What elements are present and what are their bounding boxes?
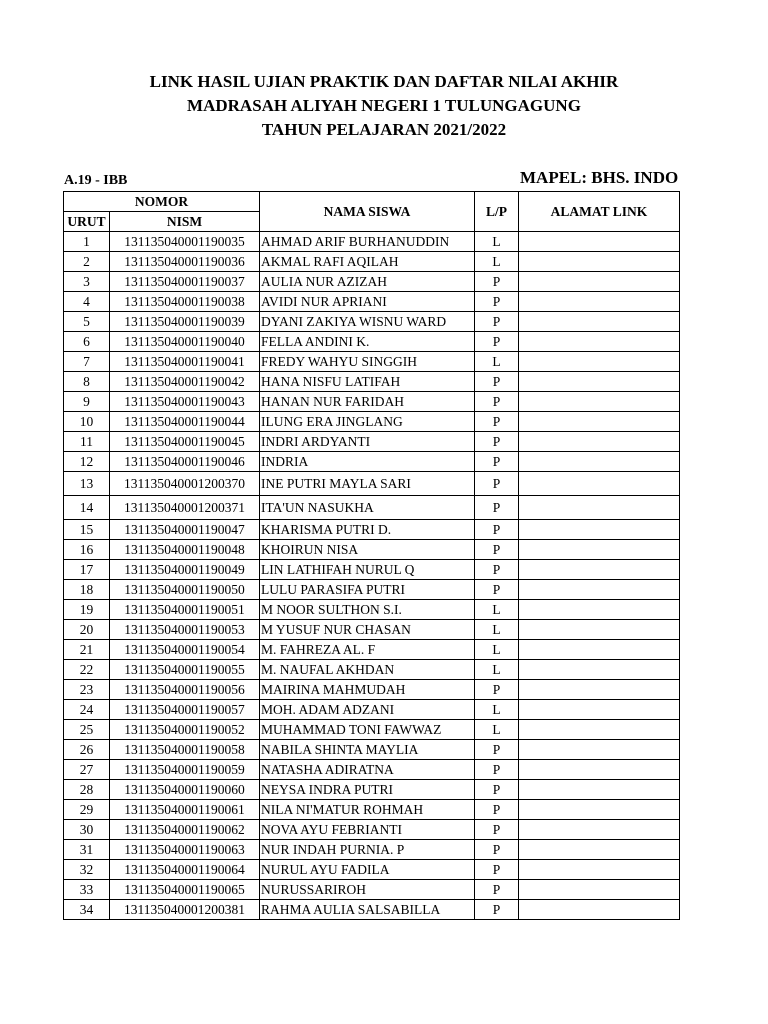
table-row xyxy=(64,720,680,740)
row-link xyxy=(519,820,680,840)
row-link xyxy=(519,640,680,660)
row-urut: 27 xyxy=(64,760,110,780)
row-lp: L xyxy=(475,620,519,640)
row-urut: 12 xyxy=(64,452,110,472)
table-row xyxy=(64,496,680,520)
table-row xyxy=(64,880,680,900)
row-urut: 15 xyxy=(64,520,110,540)
table-row xyxy=(64,700,680,720)
row-lp: L xyxy=(475,352,519,372)
row-nism: 131135040001190051 xyxy=(110,600,260,620)
row-link xyxy=(519,760,680,780)
row-nama: NOVA AYU FEBRIANTI xyxy=(260,820,475,840)
row-link xyxy=(519,372,680,392)
row-lp: P xyxy=(475,292,519,312)
row-lp: L xyxy=(475,640,519,660)
row-link xyxy=(519,560,680,580)
row-nism: 131135040001190049 xyxy=(110,560,260,580)
row-nama: AKMAL RAFI AQILAH xyxy=(260,252,475,272)
row-urut: 24 xyxy=(64,700,110,720)
row-lp: L xyxy=(475,600,519,620)
row-lp: L xyxy=(475,660,519,680)
row-lp: P xyxy=(475,452,519,472)
column-header-nama: NAMA SISWA xyxy=(260,192,475,232)
row-nama: M. NAUFAL AKHDAN xyxy=(260,660,475,680)
row-nism: 131135040001190038 xyxy=(110,292,260,312)
row-link xyxy=(519,272,680,292)
row-lp: P xyxy=(475,412,519,432)
row-nama: M NOOR SULTHON S.I. xyxy=(260,600,475,620)
row-link xyxy=(519,680,680,700)
header-title-line3: TAHUN PELAJARAN 2021/2022 xyxy=(261,120,507,139)
row-link xyxy=(519,900,680,920)
table-row xyxy=(64,232,680,252)
table-row xyxy=(64,312,680,332)
row-link xyxy=(519,432,680,452)
row-lp: P xyxy=(475,800,519,820)
row-link xyxy=(519,496,680,520)
row-lp: P xyxy=(475,680,519,700)
row-link xyxy=(519,292,680,312)
row-nism: 131135040001190050 xyxy=(110,580,260,600)
row-lp: L xyxy=(475,700,519,720)
row-nism: 131135040001190039 xyxy=(110,312,260,332)
table-row xyxy=(64,780,680,800)
row-nism: 131135040001190040 xyxy=(110,332,260,352)
row-urut: 25 xyxy=(64,720,110,740)
table-row xyxy=(64,452,680,472)
row-lp: P xyxy=(475,432,519,452)
row-nism: 131135040001190037 xyxy=(110,272,260,292)
table-body xyxy=(64,232,680,920)
table-row xyxy=(64,740,680,760)
row-nama: RAHMA AULIA SALSABILLA xyxy=(260,900,475,920)
row-nama: M. FAHREZA AL. F xyxy=(260,640,475,660)
row-link xyxy=(519,452,680,472)
row-lp: P xyxy=(475,900,519,920)
row-nism: 131135040001190044 xyxy=(110,412,260,432)
row-nism: 131135040001190059 xyxy=(110,760,260,780)
row-nama: KHARISMA PUTRI D. xyxy=(260,520,475,540)
row-link xyxy=(519,840,680,860)
row-nism: 131135040001200370 xyxy=(110,472,260,496)
row-nism: 131135040001190045 xyxy=(110,432,260,452)
row-link xyxy=(519,412,680,432)
subject-label: MAPEL: BHS. INDO xyxy=(520,168,679,187)
row-lp: P xyxy=(475,860,519,880)
row-nism: 131135040001190057 xyxy=(110,700,260,720)
table-row xyxy=(64,520,680,540)
row-lp: L xyxy=(475,232,519,252)
table-row xyxy=(64,472,680,496)
row-nama: LIN LATHIFAH NURUL Q xyxy=(260,560,475,580)
table-row xyxy=(64,640,680,660)
row-nama: MOH. ADAM ADZANI xyxy=(260,700,475,720)
row-lp: P xyxy=(475,272,519,292)
row-lp: P xyxy=(475,560,519,580)
row-lp: P xyxy=(475,740,519,760)
row-nama: NILA NI'MATUR ROHMAH xyxy=(260,800,475,820)
row-nism: 131135040001190048 xyxy=(110,540,260,560)
table-row xyxy=(64,412,680,432)
row-urut: 13 xyxy=(64,472,110,496)
row-urut: 22 xyxy=(64,660,110,680)
row-link xyxy=(519,620,680,640)
row-urut: 31 xyxy=(64,840,110,860)
row-urut: 19 xyxy=(64,600,110,620)
row-lp: P xyxy=(475,472,519,496)
row-nism: 131135040001190036 xyxy=(110,252,260,272)
row-link xyxy=(519,800,680,820)
row-link xyxy=(519,700,680,720)
row-nism: 131135040001190061 xyxy=(110,800,260,820)
row-link xyxy=(519,520,680,540)
row-nama: KHOIRUN NISA xyxy=(260,540,475,560)
row-urut: 6 xyxy=(64,332,110,352)
row-urut: 8 xyxy=(64,372,110,392)
row-nism: 131135040001190064 xyxy=(110,860,260,880)
table-row xyxy=(64,840,680,860)
column-header-urut: URUT xyxy=(64,212,110,232)
table-row xyxy=(64,620,680,640)
row-link xyxy=(519,332,680,352)
row-link xyxy=(519,780,680,800)
row-nism: 131135040001190043 xyxy=(110,392,260,412)
row-link xyxy=(519,352,680,372)
row-lp: P xyxy=(475,392,519,412)
student-table xyxy=(63,191,680,920)
row-link xyxy=(519,720,680,740)
row-nism: 131135040001200381 xyxy=(110,900,260,920)
row-nism: 131135040001190054 xyxy=(110,640,260,660)
row-nama: NUR INDAH PURNIA. P xyxy=(260,840,475,860)
row-urut: 33 xyxy=(64,880,110,900)
table-row xyxy=(64,272,680,292)
row-nism: 131135040001190063 xyxy=(110,840,260,860)
table-row xyxy=(64,800,680,820)
table-row xyxy=(64,332,680,352)
row-link xyxy=(519,232,680,252)
column-header-nomor: NOMOR xyxy=(64,192,260,212)
table-row xyxy=(64,252,680,272)
row-link xyxy=(519,312,680,332)
row-urut: 21 xyxy=(64,640,110,660)
row-nama: HANA NISFU LATIFAH xyxy=(260,372,475,392)
row-lp: P xyxy=(475,312,519,332)
row-link xyxy=(519,740,680,760)
header-title-line1: LINK HASIL UJIAN PRAKTIK DAN DAFTAR NILAI AKHIR xyxy=(149,72,619,91)
row-nism: 131135040001190058 xyxy=(110,740,260,760)
row-nama: INDRIA xyxy=(260,452,475,472)
table-row xyxy=(64,900,680,920)
row-nism: 131135040001190035 xyxy=(110,232,260,252)
row-link xyxy=(519,600,680,620)
row-link xyxy=(519,540,680,560)
row-lp: P xyxy=(475,580,519,600)
row-nama: INDRI ARDYANTI xyxy=(260,432,475,452)
row-nama: MAIRINA MAHMUDAH xyxy=(260,680,475,700)
table-row xyxy=(64,432,680,452)
row-urut: 14 xyxy=(64,496,110,520)
row-lp: L xyxy=(475,720,519,740)
row-nama: NURUL AYU FADILA xyxy=(260,860,475,880)
row-nama: HANAN NUR FARIDAH xyxy=(260,392,475,412)
row-nama: FELLA ANDINI K. xyxy=(260,332,475,352)
row-urut: 26 xyxy=(64,740,110,760)
row-nism: 131135040001190056 xyxy=(110,680,260,700)
row-lp: P xyxy=(475,520,519,540)
row-lp: P xyxy=(475,332,519,352)
row-urut: 23 xyxy=(64,680,110,700)
row-urut: 7 xyxy=(64,352,110,372)
row-nama: INE PUTRI MAYLA SARI xyxy=(260,472,475,496)
table-row xyxy=(64,392,680,412)
row-urut: 29 xyxy=(64,800,110,820)
row-nama: NEYSA INDRA PUTRI xyxy=(260,780,475,800)
row-urut: 3 xyxy=(64,272,110,292)
row-nama: AULIA NUR AZIZAH xyxy=(260,272,475,292)
table-row xyxy=(64,580,680,600)
column-header-link: ALAMAT LINK xyxy=(519,192,680,232)
row-nism: 131135040001190042 xyxy=(110,372,260,392)
table-row xyxy=(64,372,680,392)
row-nama: NABILA SHINTA MAYLIA xyxy=(260,740,475,760)
column-header-nism: NISM xyxy=(110,212,260,232)
row-nama: AHMAD ARIF BURHANUDDIN xyxy=(260,232,475,252)
row-nism: 131135040001190060 xyxy=(110,780,260,800)
table-row xyxy=(64,600,680,620)
row-nama: NURUSSARIROH xyxy=(260,880,475,900)
row-nama: DYANI ZAKIYA WISNU WARD xyxy=(260,312,475,332)
table-row xyxy=(64,352,680,372)
row-lp: P xyxy=(475,880,519,900)
row-nism: 131135040001190052 xyxy=(110,720,260,740)
class-label: A.19 - IBB xyxy=(64,173,128,188)
row-lp: P xyxy=(475,840,519,860)
row-nism: 131135040001190062 xyxy=(110,820,260,840)
table-row xyxy=(64,540,680,560)
table-row xyxy=(64,660,680,680)
row-lp: P xyxy=(475,372,519,392)
row-nama: LULU PARASIFA PUTRI xyxy=(260,580,475,600)
row-urut: 9 xyxy=(64,392,110,412)
row-nama: M YUSUF NUR CHASAN xyxy=(260,620,475,640)
row-nama: AVIDI NUR APRIANI xyxy=(260,292,475,312)
table-row xyxy=(64,560,680,580)
row-lp: L xyxy=(475,252,519,272)
table-row xyxy=(64,680,680,700)
row-link xyxy=(519,392,680,412)
row-nism: 131135040001190047 xyxy=(110,520,260,540)
document-header xyxy=(0,70,768,142)
row-link xyxy=(519,252,680,272)
row-nama: ILUNG ERA JINGLANG xyxy=(260,412,475,432)
row-urut: 4 xyxy=(64,292,110,312)
row-lp: P xyxy=(475,780,519,800)
row-urut: 1 xyxy=(64,232,110,252)
row-lp: P xyxy=(475,540,519,560)
table-row xyxy=(64,292,680,312)
row-nism: 131135040001190046 xyxy=(110,452,260,472)
row-urut: 28 xyxy=(64,780,110,800)
row-nism: 131135040001190053 xyxy=(110,620,260,640)
column-header-lp: L/P xyxy=(475,192,519,232)
row-link xyxy=(519,660,680,680)
row-link xyxy=(519,860,680,880)
row-urut: 30 xyxy=(64,820,110,840)
row-lp: P xyxy=(475,820,519,840)
row-link xyxy=(519,880,680,900)
row-urut: 20 xyxy=(64,620,110,640)
row-link xyxy=(519,580,680,600)
row-urut: 10 xyxy=(64,412,110,432)
header-title-line2: MADRASAH ALIYAH NEGERI 1 TULUNGAGUNG xyxy=(187,96,581,115)
row-nama: FREDY WAHYU SINGGIH xyxy=(260,352,475,372)
row-nama: ITA'UN NASUKHA xyxy=(260,496,475,520)
row-urut: 34 xyxy=(64,900,110,920)
row-lp: P xyxy=(475,496,519,520)
row-nism: 131135040001190055 xyxy=(110,660,260,680)
row-urut: 5 xyxy=(64,312,110,332)
row-urut: 32 xyxy=(64,860,110,880)
row-nism: 131135040001190041 xyxy=(110,352,260,372)
row-nism: 131135040001200371 xyxy=(110,496,260,520)
row-urut: 11 xyxy=(64,432,110,452)
row-nism: 131135040001190065 xyxy=(110,880,260,900)
row-urut: 17 xyxy=(64,560,110,580)
row-urut: 16 xyxy=(64,540,110,560)
table-row xyxy=(64,820,680,840)
row-urut: 2 xyxy=(64,252,110,272)
table-row xyxy=(64,760,680,780)
row-nama: NATASHA ADIRATNA xyxy=(260,760,475,780)
table-row xyxy=(64,860,680,880)
row-link xyxy=(519,472,680,496)
row-nama: MUHAMMAD TONI FAWWAZ xyxy=(260,720,475,740)
row-lp: P xyxy=(475,760,519,780)
row-urut: 18 xyxy=(64,580,110,600)
